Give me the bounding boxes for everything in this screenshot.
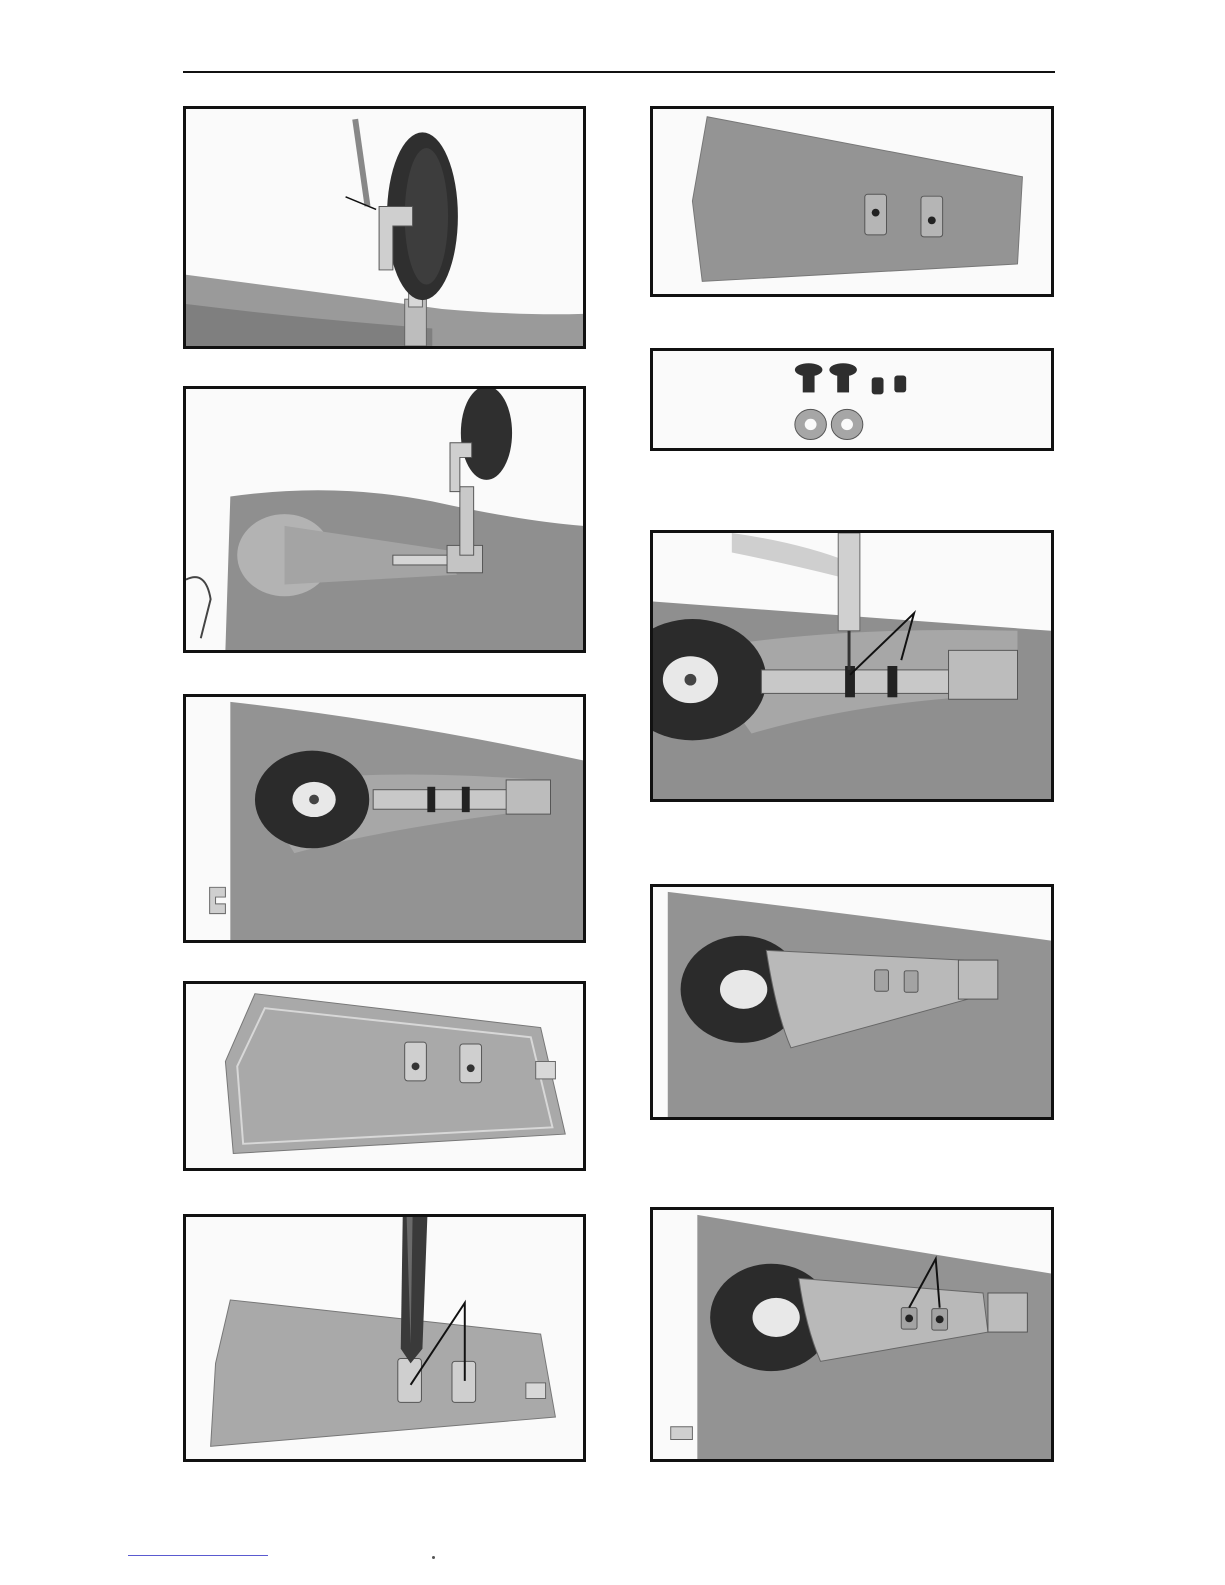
photo-screwdriver-on-door-mounts <box>183 1214 586 1462</box>
photo-door-positioned-on-gear <box>650 884 1054 1120</box>
footer-dot <box>432 1556 435 1559</box>
photo-tightening-set-screws <box>650 530 1054 802</box>
photo-gear-retracted-in-wing <box>183 694 586 943</box>
photo-gear-door-outside <box>650 106 1054 297</box>
footer-link-underline <box>128 1555 268 1556</box>
photo-wheel-inserted-in-wing <box>183 386 586 653</box>
photo-nose-wheel-strut <box>183 106 586 349</box>
photo-hardware-bolts-and-washers <box>650 348 1054 451</box>
photo-gear-door-inside <box>183 981 586 1171</box>
photo-door-installed-with-bolts <box>650 1207 1054 1462</box>
header-rule <box>183 71 1055 73</box>
